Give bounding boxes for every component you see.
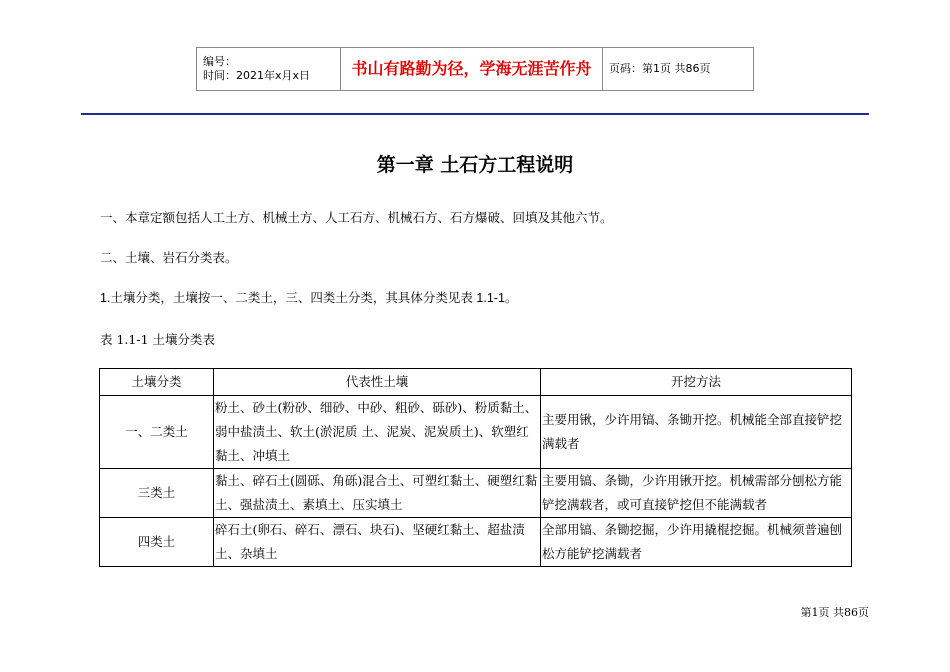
header-excavation-method: 开挖方法 bbox=[541, 369, 852, 396]
excavation-method-cell: 主要用镐、条锄，少许用锹开挖。机械需部分刨松方能铲挖满载者，或可直接铲挖但不能满载者 bbox=[541, 469, 852, 518]
chapter-title: 第一章 土石方工程说明 bbox=[376, 154, 574, 176]
header-meta-cell bbox=[197, 48, 341, 91]
representative-soil-cell: 粉土、砂土(粉砂、细砂、中砂、粗砂、砾砂)、粉质黏土、弱中盐渍土、软土(淤泥质 土、泥炭、泥炭质土)、软塑红黏土、冲填土 bbox=[214, 396, 541, 469]
soil-classification-table bbox=[99, 368, 852, 567]
soil-class-cell: 一、二类土 bbox=[100, 396, 214, 469]
soil-class-cell: 三类土 bbox=[100, 469, 214, 518]
paragraph-1: 一、本章定额包括人工土方、机械土方、人工石方、机械石方、石方爆破、回填及其他六节。 bbox=[100, 210, 613, 225]
header-representative-soil: 代表性土壤 bbox=[214, 369, 541, 396]
table-header-row bbox=[100, 369, 852, 396]
header-divider bbox=[81, 113, 869, 115]
table-row bbox=[100, 469, 852, 518]
paragraph-2: 二、土壤、岩石分类表。 bbox=[100, 250, 238, 265]
time-label: 时间：2021年x月x日 bbox=[203, 69, 311, 82]
paragraph-3: 1.土壤分类，土壤按一、二类土，三、四类土分类，其具体分类见表 1.1-1。 bbox=[100, 291, 518, 305]
excavation-method-cell: 全部用镐、条锄挖掘，少许用撬棍挖掘。机械须普遍刨松方能铲挖满载者 bbox=[541, 518, 852, 567]
page-header bbox=[196, 47, 754, 91]
number-label: 编号： bbox=[203, 55, 236, 68]
table-row bbox=[100, 396, 852, 469]
header-page-label: 页码：第1页 共86页 bbox=[603, 48, 754, 91]
header-motto: 书山有路勤为径，学海无涯苦作舟 bbox=[341, 48, 603, 91]
table-row bbox=[100, 518, 852, 567]
representative-soil-cell: 黏土、碎石土(圆砾、角砾)混合土、可塑红黏土、硬塑红黏土、强盐渍土、素填土、压实填土 bbox=[214, 469, 541, 518]
excavation-method-cell: 主要用锹，少许用镐、条锄开挖。机械能全部直接铲挖满载者 bbox=[541, 396, 852, 469]
soil-class-cell: 四类土 bbox=[100, 518, 214, 567]
page-footer: 第1页 共86页 bbox=[800, 606, 869, 619]
table-caption: 表 1.1-1 土壤分类表 bbox=[100, 332, 216, 347]
header-soil-class: 土壤分类 bbox=[100, 369, 214, 396]
representative-soil-cell: 碎石土(卵石、碎石、漂石、块石)、坚硬红黏土、超盐渍土、杂填土 bbox=[214, 518, 541, 567]
